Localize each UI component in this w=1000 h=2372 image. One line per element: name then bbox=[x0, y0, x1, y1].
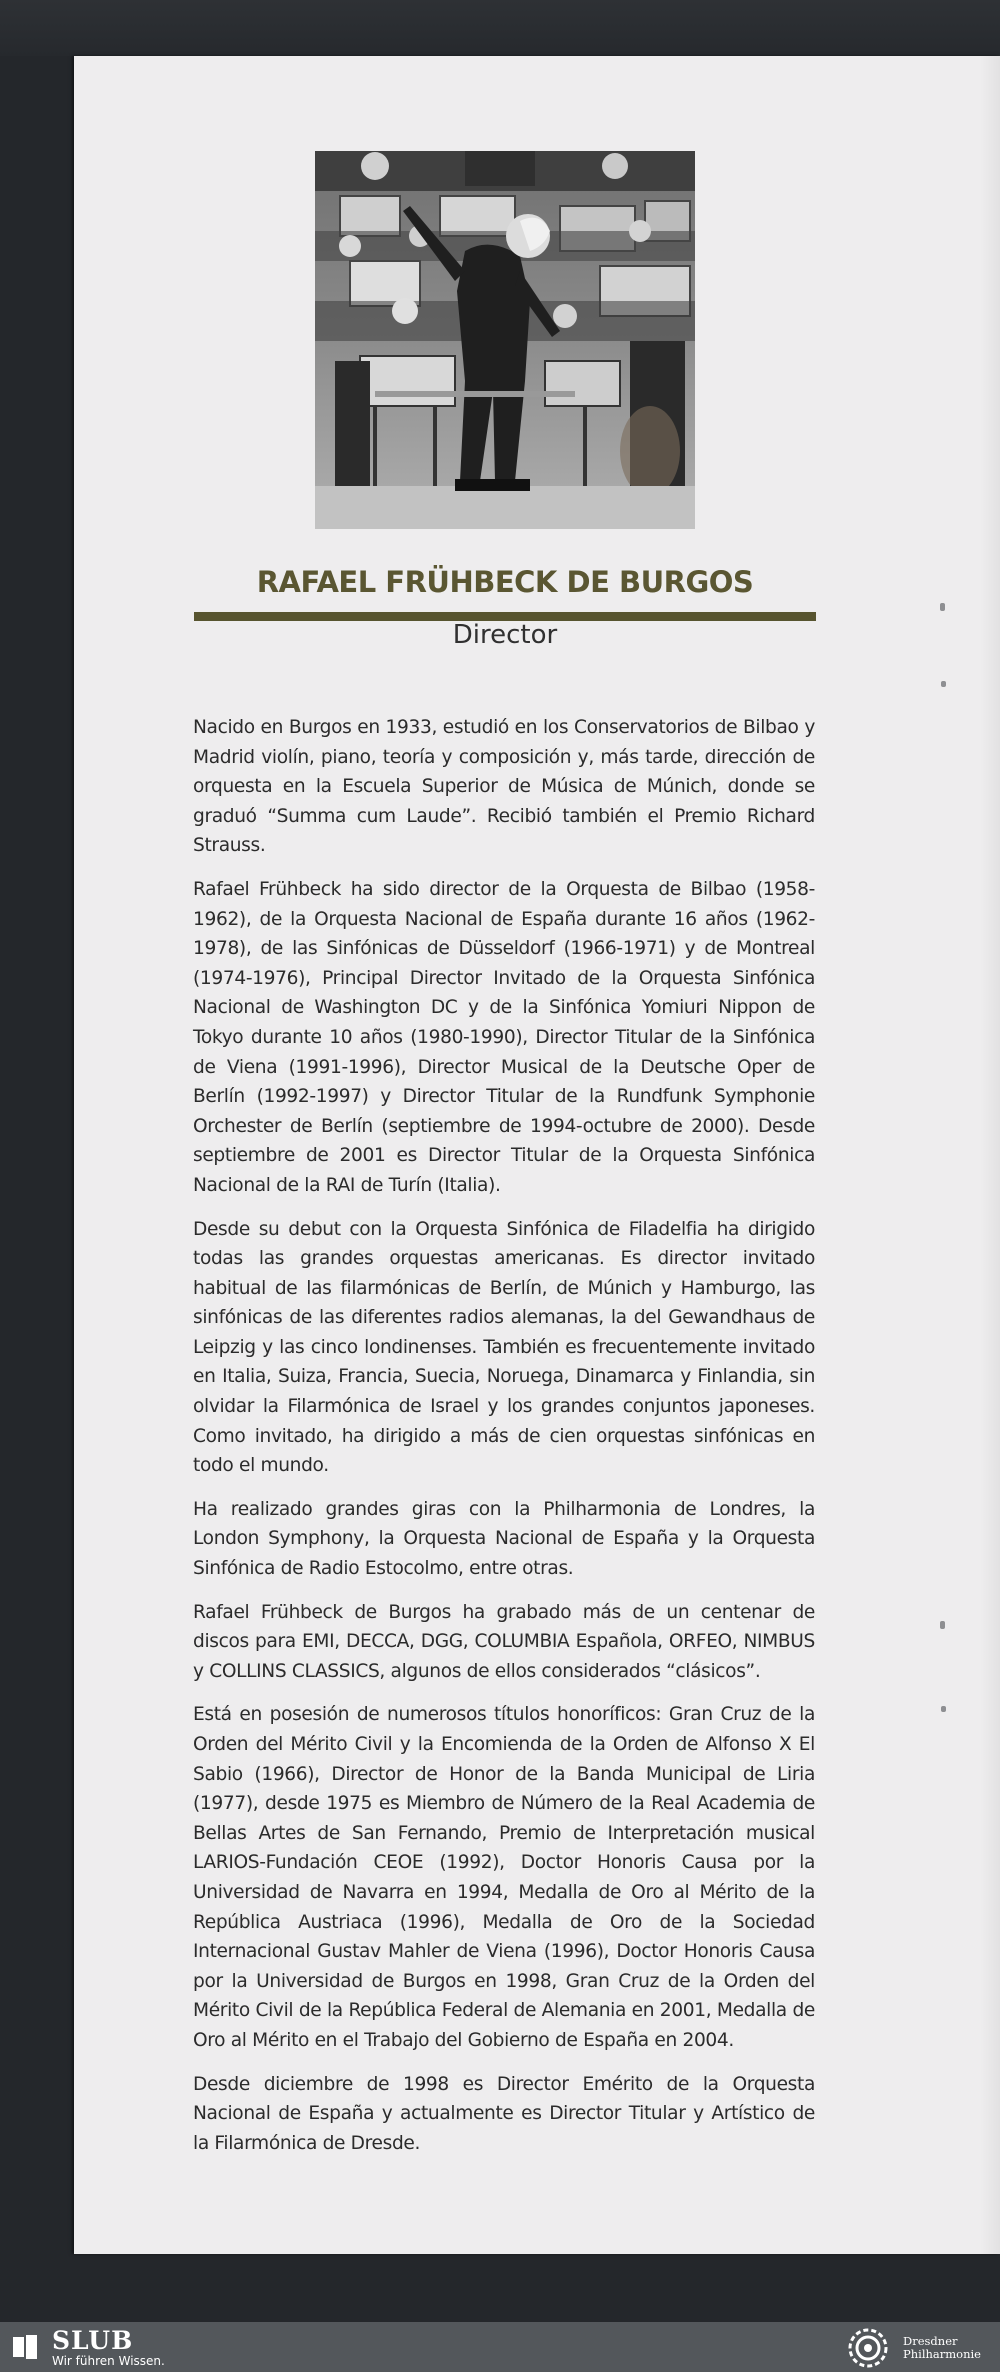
paragraph: Nacido en Burgos en 1933, estudió en los Conservatorios de Bilbao y Madrid violín, piano, teoría y composición y, más tarde, dirección de orquesta en la Escuela Superior de Música de Múnich, donde se graduó “Summa cum Laude”. Recibió también el Premio Richard Strauss. bbox=[193, 717, 815, 857]
slub-tagline: Wir führen Wissen. bbox=[52, 2354, 165, 2368]
biography-text bbox=[193, 713, 815, 2172]
paragraph: Desde su debut con la Orquesta Sinfónica de Filadelfia ha dirigido todas las grandes orquestas americanas. Es director invitado habitual de las filarmónicas de Berlín, de Múnich y Hamburgo, las sinfónicas de las diferentes radios alemanas, la del Gewandhaus de Leipzig y las cinco londinenses. También es frecuentemente invitado en Italia, Suiza, Francia, Suecia, Noruega, Dinamarca y Finlandia, sin olvidar la Filarmónica de Israel y los grandes conjuntos japoneses. Como invitado, ha dirigido a más de cien orquestas sinfónicas en todo el mundo. bbox=[193, 1218, 815, 1477]
fold-mark bbox=[940, 1621, 945, 1629]
fold-mark bbox=[941, 681, 946, 687]
page-subtitle: Director bbox=[452, 620, 558, 650]
paragraph: Desde diciembre de 1998 es Director Emérito de la Orquesta Nacional de España y actualmente es Director Titular y Artístico de la Filarmónica de Dresde. bbox=[193, 2073, 815, 2154]
paragraph: Ha realizado grandes giras con la Philharmonia de Londres, la London Symphony, la Orquesta Nacional de España y la Orquesta Sinfónica de Radio Estocolmo, entre otras. bbox=[193, 1498, 815, 1580]
slub-name[interactable]: SLUB bbox=[52, 2326, 134, 2355]
orchestra-name-line2: Philharmonie bbox=[903, 2347, 981, 2361]
orchestra-name-line1: Dresdner bbox=[903, 2334, 958, 2348]
scan-background-top bbox=[0, 0, 1000, 56]
fold-mark bbox=[940, 603, 945, 611]
slub-book-icon[interactable] bbox=[12, 2334, 38, 2360]
paragraph: Está en posesión de numerosos títulos honoríficos: Gran Cruz de la Orden del Mérito Civil y la Encomienda de la Orden de Alfonso X El Sabio (1966), Director de Honor de la Banda Municipal de Liria (1977), desde 1975 es Miembro de Número de la Real Academia de Bellas Artes de San Fernando, Premio de Interpretación musical LARIOS-Fundación CEOE (1992), Doctor Honoris Causa por la Universidad de Navarra en 1994, Medalla de Oro al Mérito de la República Austriaca (1996), Medalla de Oro de la Sociedad Internacional Gustav Mahler de Viena (1996), Doctor Honoris Causa por la Universidad de Burgos en 1998, Gran Cruz de la Orden del Mérito Civil de la República Federal de Alemania en 2001, Medalla de Oro al Mérito en el Trabajo del Gobierno de España en 2004. bbox=[193, 1704, 815, 2051]
page-title: RAFAEL FRÜHBECK DE BURGOS bbox=[256, 565, 754, 599]
fold-mark bbox=[941, 1706, 946, 1712]
footer-bar bbox=[0, 2322, 1000, 2372]
conductor-photo bbox=[315, 151, 695, 529]
dresdner-philharmonie-logo-icon[interactable] bbox=[841, 2326, 895, 2370]
paragraph: Rafael Frühbeck ha sido director de la Orquesta de Bilbao (1958-1962), de la Orquesta Nacional de España durante 16 años (1962-1978), de las Sinfónicas de Düsseldorf (1966-1971) y de Montreal (1974-1976), Principal Director Invitado de la Orquesta Sinfónica Nacional de Washington DC y de la Sinfónica Yomiuri Nippon de Tokyo durante 10 años (1980-1990), Director Titular de la Sinfónica de Viena (1991-1996), Director Musical de la Deutsche Oper de Berlín (1992-1997) y Director Titular de la Rundfunk Symphonie Orchester de Berlín (septiembre de 1994-octubre de 2000). Desde septiembre de 2001 es Director Titular de la Orquesta Sinfónica Nacional de la RAI de Turín (Italia). bbox=[193, 878, 815, 1196]
conductor-with-orchestra-photo-icon bbox=[315, 151, 695, 529]
paragraph: Rafael Frühbeck de Burgos ha grabado más de un centenar de discos para EMI, DECCA, DGG, COLUMBIA Española, ORFEO, NIMBUS y COLLINS CLASSICS, algunos de ellos considerados “clásicos”. bbox=[193, 1601, 815, 1682]
orchestra-name bbox=[903, 2335, 981, 2361]
